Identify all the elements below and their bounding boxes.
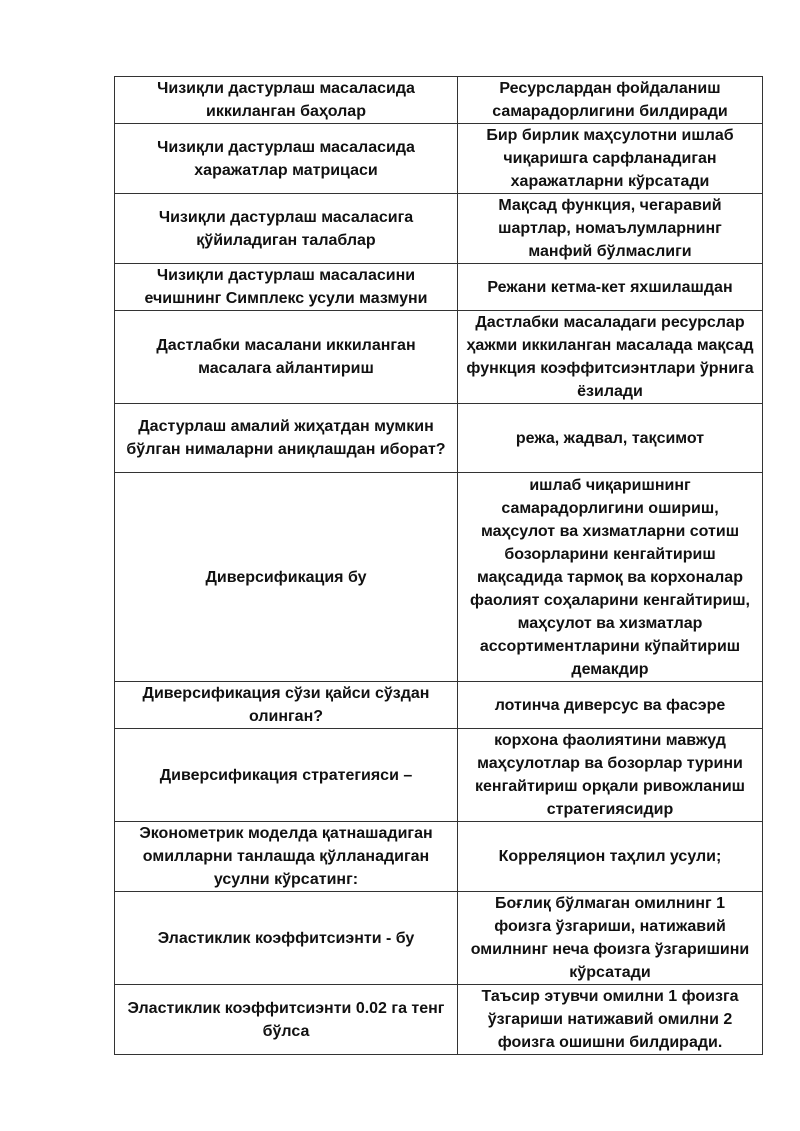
table-row [115,473,763,682]
table-row [115,822,763,892]
answer-cell: Бир бирлик маҳсулотни ишлаб чиқаришга сарфланадиган харажатларни кўрсатади [458,124,763,194]
table-row [115,77,763,124]
question-cell: Чизиқли дастурлаш масаласида иккиланган баҳолар [115,77,458,124]
answer-cell: Боғлиқ бўлмаган омилнинг 1 фоизга ўзгариши, натижавий омилнинг неча фоизга ўзгаришини кўрсатади [458,892,763,985]
question-cell: Диверсификация сўзи қайси сўздан олинган? [115,682,458,729]
table-row [115,682,763,729]
question-cell: Эластиклик коэффитсиэнти 0.02 га тенг бўлса [115,985,458,1055]
question-cell: Чизиқли дастурлаш масаласини ечишнинг Симплекс усули мазмуни [115,264,458,311]
table-row [115,404,763,473]
table-row [115,311,763,404]
answer-cell: режа, жадвал, тақсимот [458,404,763,473]
question-cell: Чизиқли дастурлаш масаласига қўйиладиган талаблар [115,194,458,264]
question-cell: Диверсификация бу [115,473,458,682]
question-cell: Чизиқли дастурлаш масаласида харажатлар матрицаси [115,124,458,194]
question-cell: Дастурлаш амалий жиҳатдан мумкин бўлган нималарни аниқлашдан иборат? [115,404,458,473]
table-row [115,985,763,1055]
table-row [115,194,763,264]
qa-table [114,76,763,1055]
answer-cell: ишлаб чиқаришнинг самарадорлигини ошириш, маҳсулот ва хизматларни сотиш бозорларини кенгайтириш мақсадида тармоқ ва корхоналар фаолият соҳаларини кенгайтириш, маҳсулот ва хизматлар ассортиментларини кўпайтириш демакдир [458,473,763,682]
answer-cell: корхона фаолиятини мавжуд маҳсулотлар ва бозорлар турини кенгайтириш орқали ривожланиш стратегиясидир [458,729,763,822]
answer-cell: Ресурслардан фойдаланиш самарадорлигини билдиради [458,77,763,124]
table-row [115,124,763,194]
table-row [115,892,763,985]
answer-cell: лотинча диверсус ва фасэре [458,682,763,729]
question-cell: Эластиклик коэффитсиэнти - бу [115,892,458,985]
answer-cell: Режани кетма-кет яхшилашдан [458,264,763,311]
answer-cell: Таъсир этувчи омилни 1 фоизга ўзгариши натижавий омилни 2 фоизга ошишни билдиради. [458,985,763,1055]
question-cell: Дастлабки масалани иккиланган масалага айлантириш [115,311,458,404]
table-row [115,264,763,311]
question-cell: Эконометрик моделда қатнашадиган омилларни танлашда қўлланадиган усулни кўрсатинг: [115,822,458,892]
answer-cell: Дастлабки масаладаги ресурслар ҳажми иккиланган масалада мақсад функция коэффитсиэнтлари ўрнига ёзилади [458,311,763,404]
question-cell: Диверсификация стратегияси – [115,729,458,822]
answer-cell: Корреляцион таҳлил усули; [458,822,763,892]
answer-cell: Мақсад функция, чегаравий шартлар, номаълумларнинг манфий бўлмаслиги [458,194,763,264]
table-row [115,729,763,822]
